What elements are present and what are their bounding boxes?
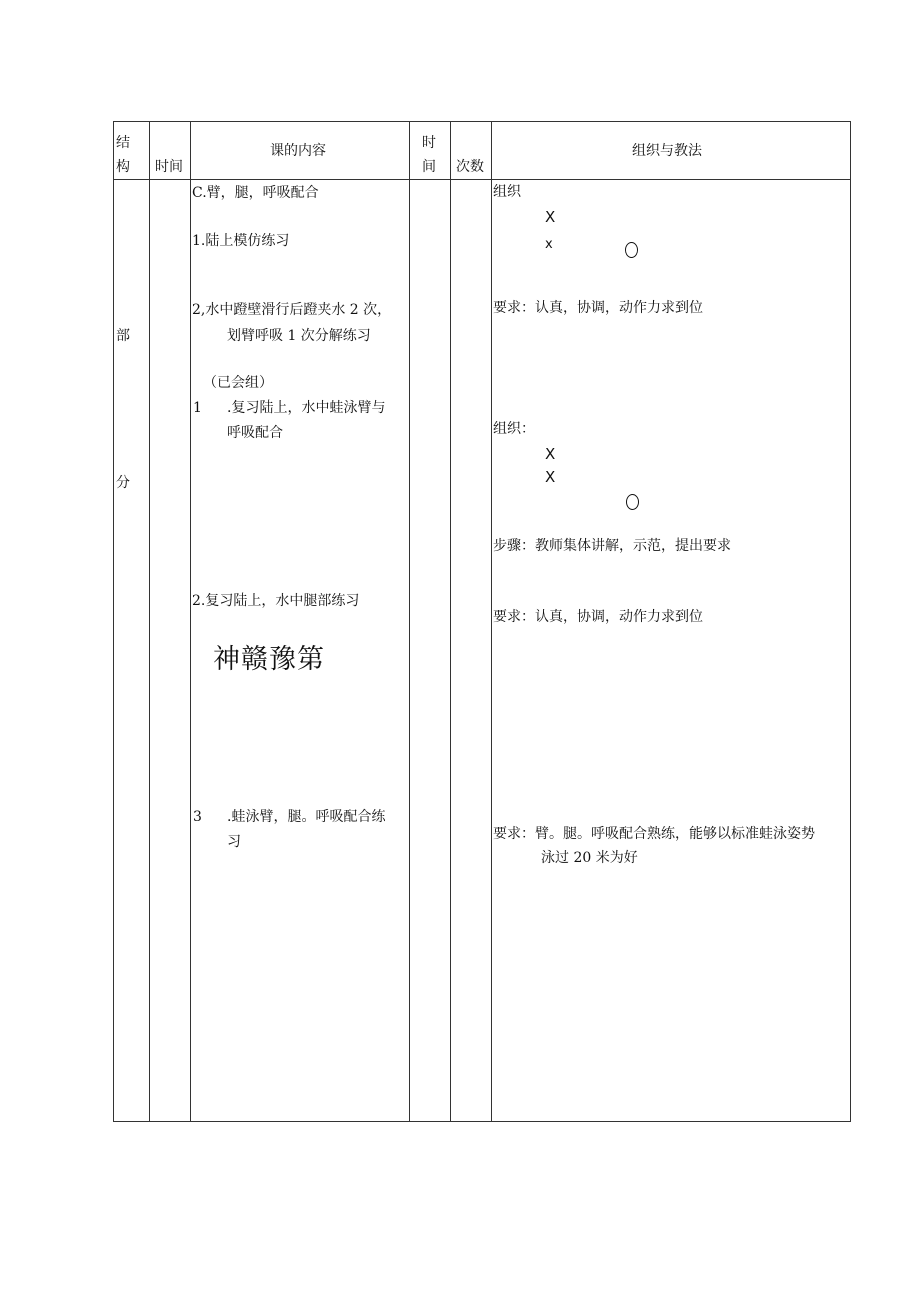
content-sub-1-line-1: .复习陆上，水中蛙泳臂与 xyxy=(227,400,386,416)
content-sub-1-number: 1 xyxy=(193,400,202,416)
header-method: 组织与教法 xyxy=(632,143,702,159)
student-mark-x-1: X xyxy=(545,208,556,226)
student-mark-x-2: x xyxy=(545,237,553,252)
structure-label-top: 部 xyxy=(116,328,130,344)
header-structure-bottom: 构 xyxy=(116,159,130,175)
col-border-5 xyxy=(491,121,492,1122)
col-border-1 xyxy=(149,121,150,1122)
org-2-label: 组织： xyxy=(493,421,535,437)
content-sub-3-line-2: 习 xyxy=(227,834,241,850)
org-1-label: 组织 xyxy=(493,184,521,200)
header-content: 课的内容 xyxy=(270,143,326,159)
content-item-2-line-2: 划臂呼吸 1 次分解练习 xyxy=(227,328,371,344)
header-count: 次数 xyxy=(456,159,484,175)
table-top-border xyxy=(113,121,851,122)
teacher-circle-icon xyxy=(625,242,638,258)
content-sub-2: 2.复习陆上，水中腿部练习 xyxy=(192,593,360,609)
table-bottom-border xyxy=(113,1121,851,1122)
content-group-note: （已会组） xyxy=(203,375,273,391)
col-border-0 xyxy=(113,121,114,1122)
structure-label-bottom: 分 xyxy=(116,475,130,491)
header-time: 时间 xyxy=(155,159,183,175)
header-structure-top: 结 xyxy=(116,135,130,151)
requirement-3-line-2: 泳过 20 米为好 xyxy=(541,850,638,866)
header-time2-top: 时 xyxy=(422,135,436,151)
content-item-2-line-1: 2,水中蹬壁滑行后蹬夹水 2 次， xyxy=(192,302,392,318)
content-item-1: 1.陆上模仿练习 xyxy=(192,233,290,249)
col-border-3 xyxy=(409,121,410,1122)
content-sub-3-line-1: .蛙泳臂，腿。呼吸配合练 xyxy=(227,809,386,825)
handwritten-text: 神赣豫第 xyxy=(213,644,325,675)
col-border-4 xyxy=(450,121,451,1122)
header-bottom-border xyxy=(113,179,851,180)
content-sub-3-number: 3 xyxy=(193,809,202,825)
student-mark-x-4: X xyxy=(545,468,556,486)
col-border-2 xyxy=(190,121,191,1122)
content-heading: C.臂，腿，呼吸配合 xyxy=(192,185,319,201)
col-border-6 xyxy=(850,121,851,1122)
requirement-2: 要求：认真，协调，动作力求到位 xyxy=(493,609,703,625)
requirement-1: 要求：认真，协调，动作力求到位 xyxy=(493,300,703,316)
student-mark-x-3: X xyxy=(545,445,556,463)
requirement-3-line-1: 要求：臂。腿。呼吸配合熟练，能够以标准蛙泳姿势 xyxy=(493,826,815,842)
content-sub-1-line-2: 呼吸配合 xyxy=(227,425,283,441)
header-time2-bottom: 间 xyxy=(422,159,436,175)
teacher-circle-icon-2 xyxy=(626,494,639,510)
steps-text: 步骤：教师集体讲解，示范，提出要求 xyxy=(493,538,731,554)
